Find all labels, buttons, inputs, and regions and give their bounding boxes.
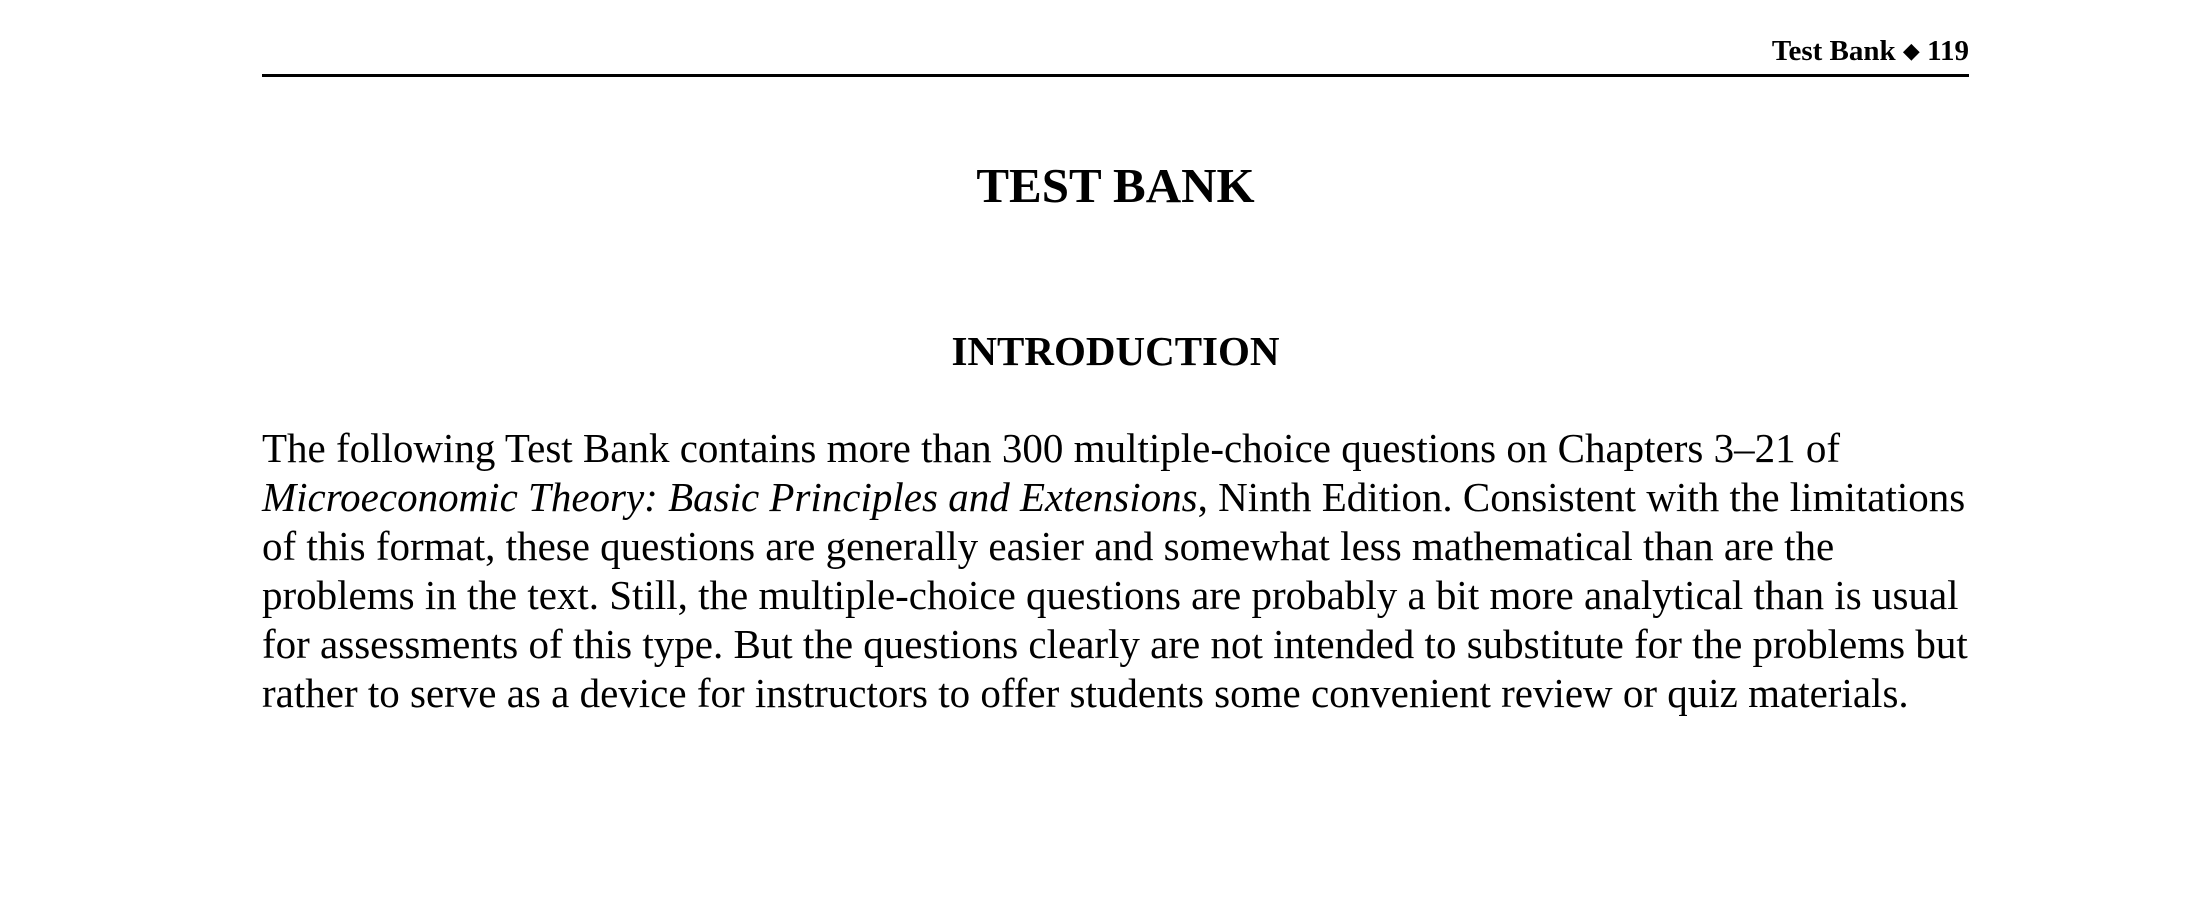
paragraph-text-before-title: The following Test Bank contains more than 300 multiple-choice questions on Chapters 3–21 of: [262, 425, 1840, 471]
running-header: [262, 28, 1969, 77]
intro-paragraph: [262, 424, 1982, 718]
paragraph-text-after-title: , Ninth Edition. Consistent with the limitations of this format, these questions are generally easier and somewhat less mathematical than are the problems in the text. Still, the multiple-choice questions are probably a bit more analytical than is usual for assessments of this type. But the questions clearly are not intended to substitute for the problems but rather to serve as a device for instructors to offer students some convenient review or quiz materials.: [262, 474, 1968, 716]
page-number: 119: [1927, 35, 1969, 67]
book-title: Microeconomic Theory: Basic Principles and Extensions: [262, 474, 1198, 520]
running-header-label: Test Bank: [1771, 35, 1896, 67]
document-title: TEST BANK: [976, 158, 1255, 213]
section-heading: INTRODUCTION: [951, 328, 1280, 374]
diamond-separator-icon: ◆: [1902, 39, 1920, 64]
